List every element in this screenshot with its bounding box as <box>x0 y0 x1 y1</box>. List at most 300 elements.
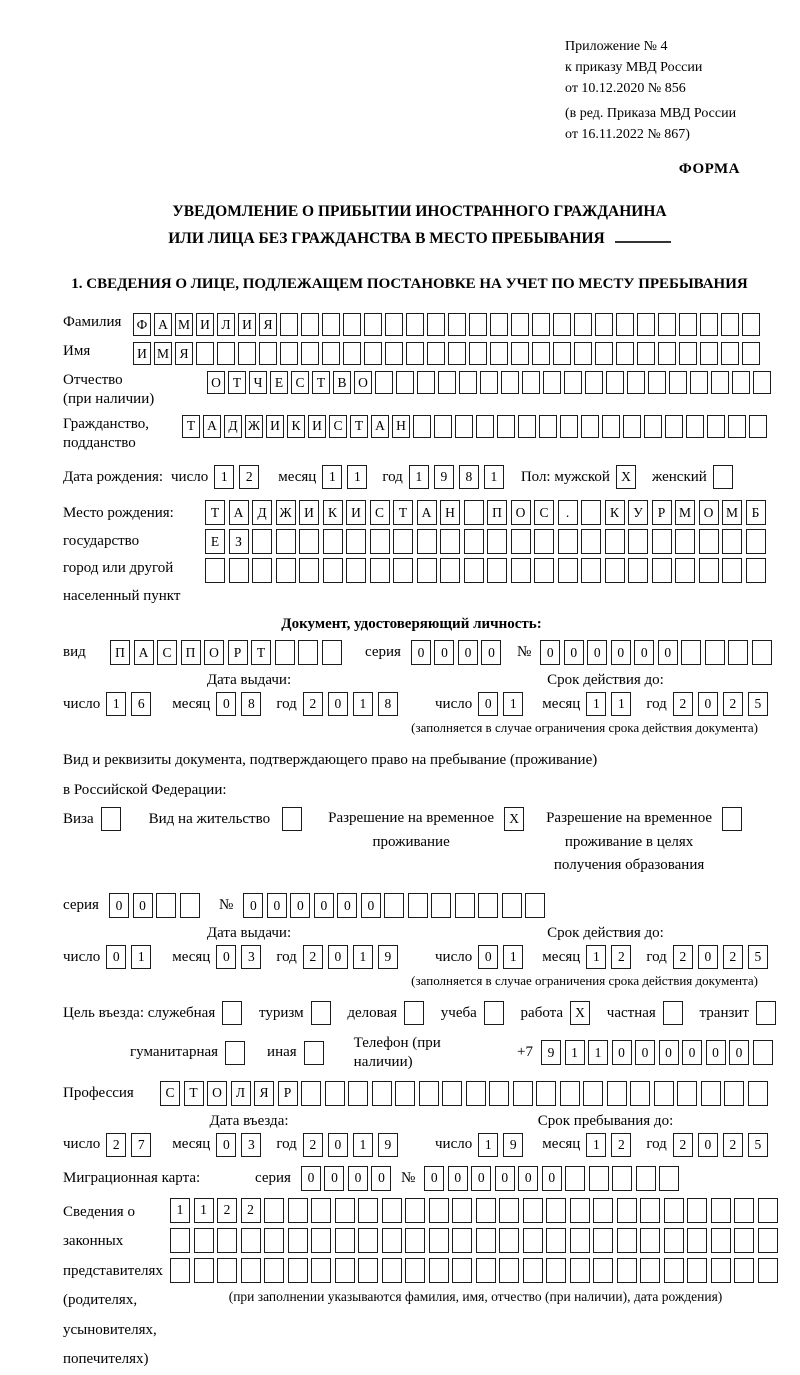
cell[interactable]: 0 <box>587 640 607 665</box>
cell[interactable] <box>404 1001 424 1025</box>
cell[interactable]: 1 <box>565 1040 585 1065</box>
id-issue-day-boxes[interactable] <box>106 692 156 716</box>
cell[interactable]: 3 <box>241 1133 261 1157</box>
cell[interactable]: 0 <box>658 640 678 665</box>
cell[interactable] <box>452 1198 472 1223</box>
cell[interactable] <box>742 313 760 336</box>
purpose-tourism-checkbox[interactable] <box>311 1001 331 1025</box>
birth-place-row1-boxes[interactable] <box>205 500 769 525</box>
mig-series-boxes[interactable] <box>301 1166 395 1191</box>
cell[interactable] <box>664 1228 684 1253</box>
cell[interactable]: 2 <box>239 465 259 489</box>
cell[interactable] <box>323 529 343 554</box>
cell[interactable]: 8 <box>241 692 261 716</box>
res-valid-year-boxes[interactable] <box>673 945 773 969</box>
cell[interactable] <box>681 640 701 665</box>
cell[interactable] <box>581 558 601 583</box>
cell[interactable]: А <box>134 640 154 665</box>
cell[interactable] <box>700 313 718 336</box>
cell[interactable] <box>627 371 645 394</box>
cell[interactable]: 5 <box>748 945 768 969</box>
cell[interactable] <box>372 1081 392 1106</box>
cell[interactable] <box>534 558 554 583</box>
cell[interactable] <box>581 415 599 438</box>
surname-boxes[interactable] <box>133 313 763 336</box>
cell[interactable] <box>711 1258 731 1283</box>
cell[interactable]: 0 <box>495 1166 515 1191</box>
cell[interactable]: 0 <box>458 640 478 665</box>
cell[interactable] <box>686 415 704 438</box>
cell[interactable] <box>217 1228 237 1253</box>
cell[interactable] <box>252 529 272 554</box>
cell[interactable] <box>583 1081 603 1106</box>
cell[interactable] <box>595 313 613 336</box>
cell[interactable] <box>565 1166 585 1191</box>
cell[interactable] <box>194 1228 214 1253</box>
cell[interactable] <box>675 558 695 583</box>
cell[interactable] <box>282 807 302 831</box>
cell[interactable] <box>438 371 456 394</box>
cell[interactable] <box>753 371 771 394</box>
entry-year-boxes[interactable] <box>303 1133 403 1157</box>
cell[interactable] <box>511 529 531 554</box>
cell[interactable] <box>417 529 437 554</box>
cell[interactable] <box>229 558 249 583</box>
cell[interactable]: 0 <box>314 893 334 918</box>
doc-series-boxes[interactable] <box>411 640 505 665</box>
cell[interactable]: 1 <box>503 692 523 716</box>
cell[interactable] <box>375 371 393 394</box>
purpose-other-checkbox[interactable] <box>304 1041 324 1065</box>
cell[interactable] <box>602 415 620 438</box>
cell[interactable]: 0 <box>698 1133 718 1157</box>
cell[interactable] <box>170 1228 190 1253</box>
cell[interactable]: 1 <box>586 1133 606 1157</box>
id-valid-day-boxes[interactable] <box>478 692 528 716</box>
cell[interactable]: С <box>291 371 309 394</box>
cell[interactable]: С <box>534 500 554 525</box>
cell[interactable] <box>748 1081 768 1106</box>
cell[interactable] <box>560 1081 580 1106</box>
cell[interactable] <box>101 807 121 831</box>
cell[interactable] <box>539 415 557 438</box>
cell[interactable]: 0 <box>518 1166 538 1191</box>
cell[interactable] <box>413 415 431 438</box>
cell[interactable] <box>675 529 695 554</box>
cell[interactable]: К <box>287 415 305 438</box>
cell[interactable] <box>654 1081 674 1106</box>
cell[interactable]: 9 <box>541 1040 561 1065</box>
cell[interactable] <box>687 1228 707 1253</box>
cell[interactable] <box>502 893 522 918</box>
cell[interactable] <box>348 1081 368 1106</box>
cell[interactable]: 0 <box>371 1166 391 1191</box>
doc-kind-boxes[interactable] <box>110 640 345 665</box>
cell[interactable] <box>264 1228 284 1253</box>
cell[interactable]: О <box>699 500 719 525</box>
cell[interactable] <box>752 640 772 665</box>
entry-day-boxes[interactable] <box>106 1133 156 1157</box>
cell[interactable] <box>711 371 729 394</box>
cell[interactable] <box>346 558 366 583</box>
cell[interactable] <box>280 313 298 336</box>
cell[interactable] <box>607 1081 627 1106</box>
sex-female-checkbox[interactable] <box>713 465 733 489</box>
cell[interactable] <box>417 558 437 583</box>
cell[interactable] <box>581 500 601 525</box>
cell[interactable]: 0 <box>290 893 310 918</box>
purpose-business-checkbox[interactable] <box>404 1001 424 1025</box>
cell[interactable] <box>217 1258 237 1283</box>
purpose-study-checkbox[interactable] <box>484 1001 504 1025</box>
cell[interactable]: Ж <box>245 415 263 438</box>
cell[interactable] <box>734 1198 754 1223</box>
cell[interactable]: С <box>329 415 347 438</box>
cell[interactable] <box>464 529 484 554</box>
cell[interactable] <box>311 1198 331 1223</box>
cell[interactable] <box>358 1198 378 1223</box>
cell[interactable] <box>382 1198 402 1223</box>
cell[interactable]: Т <box>251 640 271 665</box>
cell[interactable]: 2 <box>673 1133 693 1157</box>
cell[interactable]: 0 <box>478 945 498 969</box>
cell[interactable] <box>640 1198 660 1223</box>
cell[interactable] <box>595 342 613 365</box>
cell[interactable] <box>546 1258 566 1283</box>
cell[interactable]: 1 <box>347 465 367 489</box>
cell[interactable] <box>732 371 750 394</box>
patronymic-boxes[interactable] <box>207 371 774 394</box>
cell[interactable]: У <box>628 500 648 525</box>
cell[interactable]: И <box>196 313 214 336</box>
cell[interactable]: 0 <box>328 692 348 716</box>
cell[interactable] <box>466 1081 486 1106</box>
cell[interactable]: Я <box>259 313 277 336</box>
cell[interactable]: П <box>110 640 130 665</box>
purpose-official-checkbox[interactable] <box>222 1001 242 1025</box>
cell[interactable]: 2 <box>673 692 693 716</box>
cell[interactable] <box>558 558 578 583</box>
id-issue-month-boxes[interactable] <box>216 692 266 716</box>
cell[interactable] <box>637 342 655 365</box>
phone-boxes[interactable] <box>541 1040 776 1065</box>
cell[interactable] <box>325 1081 345 1106</box>
cell[interactable] <box>570 1228 590 1253</box>
cell[interactable] <box>393 558 413 583</box>
cell[interactable]: 0 <box>324 1166 344 1191</box>
cell[interactable] <box>699 529 719 554</box>
cell[interactable] <box>405 1228 425 1253</box>
cell[interactable] <box>490 342 508 365</box>
cell[interactable]: М <box>154 342 172 365</box>
cell[interactable] <box>553 313 571 336</box>
cell[interactable] <box>734 1258 754 1283</box>
doc-number-boxes[interactable] <box>540 640 775 665</box>
cell[interactable] <box>630 1081 650 1106</box>
cell[interactable]: И <box>308 415 326 438</box>
cell[interactable]: 2 <box>723 1133 743 1157</box>
cell[interactable]: 0 <box>133 893 153 918</box>
cell[interactable]: 0 <box>659 1040 679 1065</box>
visa-checkbox[interactable] <box>101 807 121 831</box>
cell[interactable] <box>427 313 445 336</box>
cell[interactable] <box>476 1258 496 1283</box>
cell[interactable] <box>489 1081 509 1106</box>
cell[interactable]: А <box>371 415 389 438</box>
cell[interactable]: Т <box>228 371 246 394</box>
cell[interactable] <box>640 1258 660 1283</box>
cell[interactable] <box>574 342 592 365</box>
cell[interactable] <box>560 415 578 438</box>
cell[interactable] <box>298 640 318 665</box>
cell[interactable] <box>711 1198 731 1223</box>
cell[interactable] <box>156 893 176 918</box>
cell[interactable] <box>616 342 634 365</box>
cell[interactable] <box>417 371 435 394</box>
cell[interactable]: 0 <box>698 692 718 716</box>
cell[interactable] <box>311 1001 331 1025</box>
cell[interactable] <box>677 1081 697 1106</box>
cell[interactable]: С <box>157 640 177 665</box>
cell[interactable] <box>522 371 540 394</box>
cell[interactable]: Н <box>392 415 410 438</box>
cell[interactable] <box>311 1258 331 1283</box>
cell[interactable] <box>637 313 655 336</box>
cell[interactable]: И <box>299 500 319 525</box>
cell[interactable] <box>518 415 536 438</box>
cell[interactable] <box>501 371 519 394</box>
cell[interactable]: Т <box>205 500 225 525</box>
cell[interactable] <box>617 1258 637 1283</box>
res-issue-day-boxes[interactable] <box>106 945 156 969</box>
cell[interactable] <box>323 558 343 583</box>
cell[interactable]: И <box>133 342 151 365</box>
cell[interactable] <box>406 342 424 365</box>
cell[interactable]: А <box>229 500 249 525</box>
cell[interactable]: И <box>266 415 284 438</box>
birth-place-row2-boxes[interactable] <box>205 529 769 554</box>
cell[interactable]: X <box>504 807 524 831</box>
cell[interactable] <box>238 342 256 365</box>
cell[interactable] <box>734 1228 754 1253</box>
res-issue-month-boxes[interactable] <box>216 945 266 969</box>
cell[interactable] <box>574 313 592 336</box>
cell[interactable]: В <box>333 371 351 394</box>
cell[interactable] <box>385 313 403 336</box>
cell[interactable]: 0 <box>611 640 631 665</box>
cell[interactable] <box>700 342 718 365</box>
cell[interactable] <box>464 558 484 583</box>
cell[interactable]: А <box>154 313 172 336</box>
purpose-work-checkbox[interactable] <box>570 1001 590 1025</box>
cell[interactable] <box>252 558 272 583</box>
cell[interactable] <box>358 1258 378 1283</box>
cell[interactable] <box>448 342 466 365</box>
cell[interactable] <box>393 529 413 554</box>
cell[interactable] <box>658 342 676 365</box>
cell[interactable] <box>499 1198 519 1223</box>
cell[interactable] <box>593 1258 613 1283</box>
cell[interactable] <box>564 371 582 394</box>
cell[interactable] <box>536 1081 556 1106</box>
cell[interactable] <box>299 529 319 554</box>
cell[interactable]: 2 <box>303 1133 323 1157</box>
cell[interactable]: Н <box>440 500 460 525</box>
representatives-row3-boxes[interactable] <box>170 1258 781 1283</box>
cell[interactable] <box>480 371 498 394</box>
cell[interactable] <box>721 342 739 365</box>
cell[interactable]: 0 <box>267 893 287 918</box>
cell[interactable] <box>455 415 473 438</box>
cell[interactable] <box>346 529 366 554</box>
cell[interactable] <box>280 342 298 365</box>
cell[interactable]: 8 <box>378 692 398 716</box>
cell[interactable]: 5 <box>748 1133 768 1157</box>
cell[interactable] <box>217 342 235 365</box>
purpose-humanitarian-checkbox[interactable] <box>225 1041 245 1065</box>
cell[interactable] <box>396 371 414 394</box>
cell[interactable]: М <box>175 313 193 336</box>
cell[interactable] <box>241 1258 261 1283</box>
cell[interactable] <box>546 1198 566 1223</box>
cell[interactable] <box>440 529 460 554</box>
cell[interactable] <box>640 1228 660 1253</box>
cell[interactable]: 2 <box>673 945 693 969</box>
cell[interactable] <box>523 1228 543 1253</box>
cell[interactable]: 1 <box>131 945 151 969</box>
cell[interactable] <box>429 1198 449 1223</box>
cell[interactable]: 0 <box>540 640 560 665</box>
cell[interactable]: О <box>354 371 372 394</box>
cell[interactable] <box>459 371 477 394</box>
cell[interactable] <box>382 1228 402 1253</box>
cell[interactable] <box>617 1228 637 1253</box>
cell[interactable] <box>679 313 697 336</box>
cell[interactable] <box>663 1001 683 1025</box>
cell[interactable]: Р <box>278 1081 298 1106</box>
cell[interactable] <box>429 1258 449 1283</box>
sex-male-checkbox[interactable] <box>616 465 636 489</box>
cell[interactable] <box>405 1258 425 1283</box>
cell[interactable]: Т <box>182 415 200 438</box>
cell[interactable] <box>605 558 625 583</box>
cell[interactable] <box>665 415 683 438</box>
cell[interactable] <box>384 893 404 918</box>
cell[interactable] <box>749 415 767 438</box>
cell[interactable]: 2 <box>303 692 323 716</box>
cell[interactable]: 0 <box>424 1166 444 1191</box>
cell[interactable] <box>553 342 571 365</box>
cell[interactable]: Л <box>231 1081 251 1106</box>
id-valid-month-boxes[interactable] <box>586 692 636 716</box>
profession-boxes[interactable] <box>160 1081 771 1106</box>
cell[interactable]: 0 <box>478 692 498 716</box>
cell[interactable]: 1 <box>478 1133 498 1157</box>
cell[interactable] <box>225 1041 245 1065</box>
cell[interactable]: Р <box>652 500 672 525</box>
cell[interactable]: 9 <box>378 945 398 969</box>
cell[interactable]: Я <box>175 342 193 365</box>
cell[interactable]: 0 <box>216 692 236 716</box>
cell[interactable]: 0 <box>337 893 357 918</box>
cell[interactable]: И <box>238 313 256 336</box>
cell[interactable] <box>276 558 296 583</box>
cell[interactable]: 5 <box>748 692 768 716</box>
cell[interactable]: 2 <box>106 1133 126 1157</box>
cell[interactable]: Б <box>746 500 766 525</box>
cell[interactable] <box>658 313 676 336</box>
cell[interactable]: С <box>370 500 390 525</box>
cell[interactable]: А <box>417 500 437 525</box>
cell[interactable] <box>406 313 424 336</box>
cell[interactable]: . <box>558 500 578 525</box>
cell[interactable]: 0 <box>729 1040 749 1065</box>
cell[interactable] <box>713 465 733 489</box>
cell[interactable]: 1 <box>586 692 606 716</box>
cell[interactable] <box>299 558 319 583</box>
id-valid-year-boxes[interactable] <box>673 692 773 716</box>
cell[interactable]: 2 <box>611 945 631 969</box>
cell[interactable] <box>288 1228 308 1253</box>
cell[interactable]: О <box>207 1081 227 1106</box>
cell[interactable]: 0 <box>361 893 381 918</box>
cell[interactable]: П <box>487 500 507 525</box>
cell[interactable] <box>644 415 662 438</box>
cell[interactable] <box>534 529 554 554</box>
cell[interactable] <box>707 415 725 438</box>
cell[interactable]: О <box>207 371 225 394</box>
stay-year-boxes[interactable] <box>673 1133 773 1157</box>
cell[interactable]: 1 <box>353 945 373 969</box>
cell[interactable] <box>523 1198 543 1223</box>
cell[interactable] <box>429 1228 449 1253</box>
cell[interactable] <box>241 1228 261 1253</box>
cell[interactable] <box>669 371 687 394</box>
cell[interactable] <box>728 415 746 438</box>
cell[interactable]: 1 <box>353 692 373 716</box>
cell[interactable] <box>301 342 319 365</box>
cell[interactable]: 1 <box>106 692 126 716</box>
cell[interactable] <box>469 313 487 336</box>
cell[interactable] <box>490 313 508 336</box>
name-boxes[interactable] <box>133 342 763 365</box>
cell[interactable] <box>469 342 487 365</box>
cell[interactable]: З <box>229 529 249 554</box>
cell[interactable]: 0 <box>216 1133 236 1157</box>
cell[interactable]: 0 <box>682 1040 702 1065</box>
cell[interactable] <box>343 313 361 336</box>
cell[interactable]: 0 <box>243 893 263 918</box>
cell[interactable] <box>532 313 550 336</box>
cell[interactable] <box>385 342 403 365</box>
cell[interactable] <box>699 558 719 583</box>
cell[interactable]: 2 <box>303 945 323 969</box>
cell[interactable] <box>513 1081 533 1106</box>
cell[interactable] <box>431 893 451 918</box>
cell[interactable]: М <box>722 500 742 525</box>
cell[interactable]: 0 <box>106 945 126 969</box>
cell[interactable] <box>617 1198 637 1223</box>
cell[interactable]: 1 <box>170 1198 190 1223</box>
cell[interactable]: 0 <box>434 640 454 665</box>
stay-day-boxes[interactable] <box>478 1133 528 1157</box>
cell[interactable]: Т <box>350 415 368 438</box>
cell[interactable]: 9 <box>378 1133 398 1157</box>
cell[interactable]: 0 <box>542 1166 562 1191</box>
cell[interactable]: 0 <box>471 1166 491 1191</box>
cell[interactable]: Л <box>217 313 235 336</box>
cell[interactable]: К <box>323 500 343 525</box>
